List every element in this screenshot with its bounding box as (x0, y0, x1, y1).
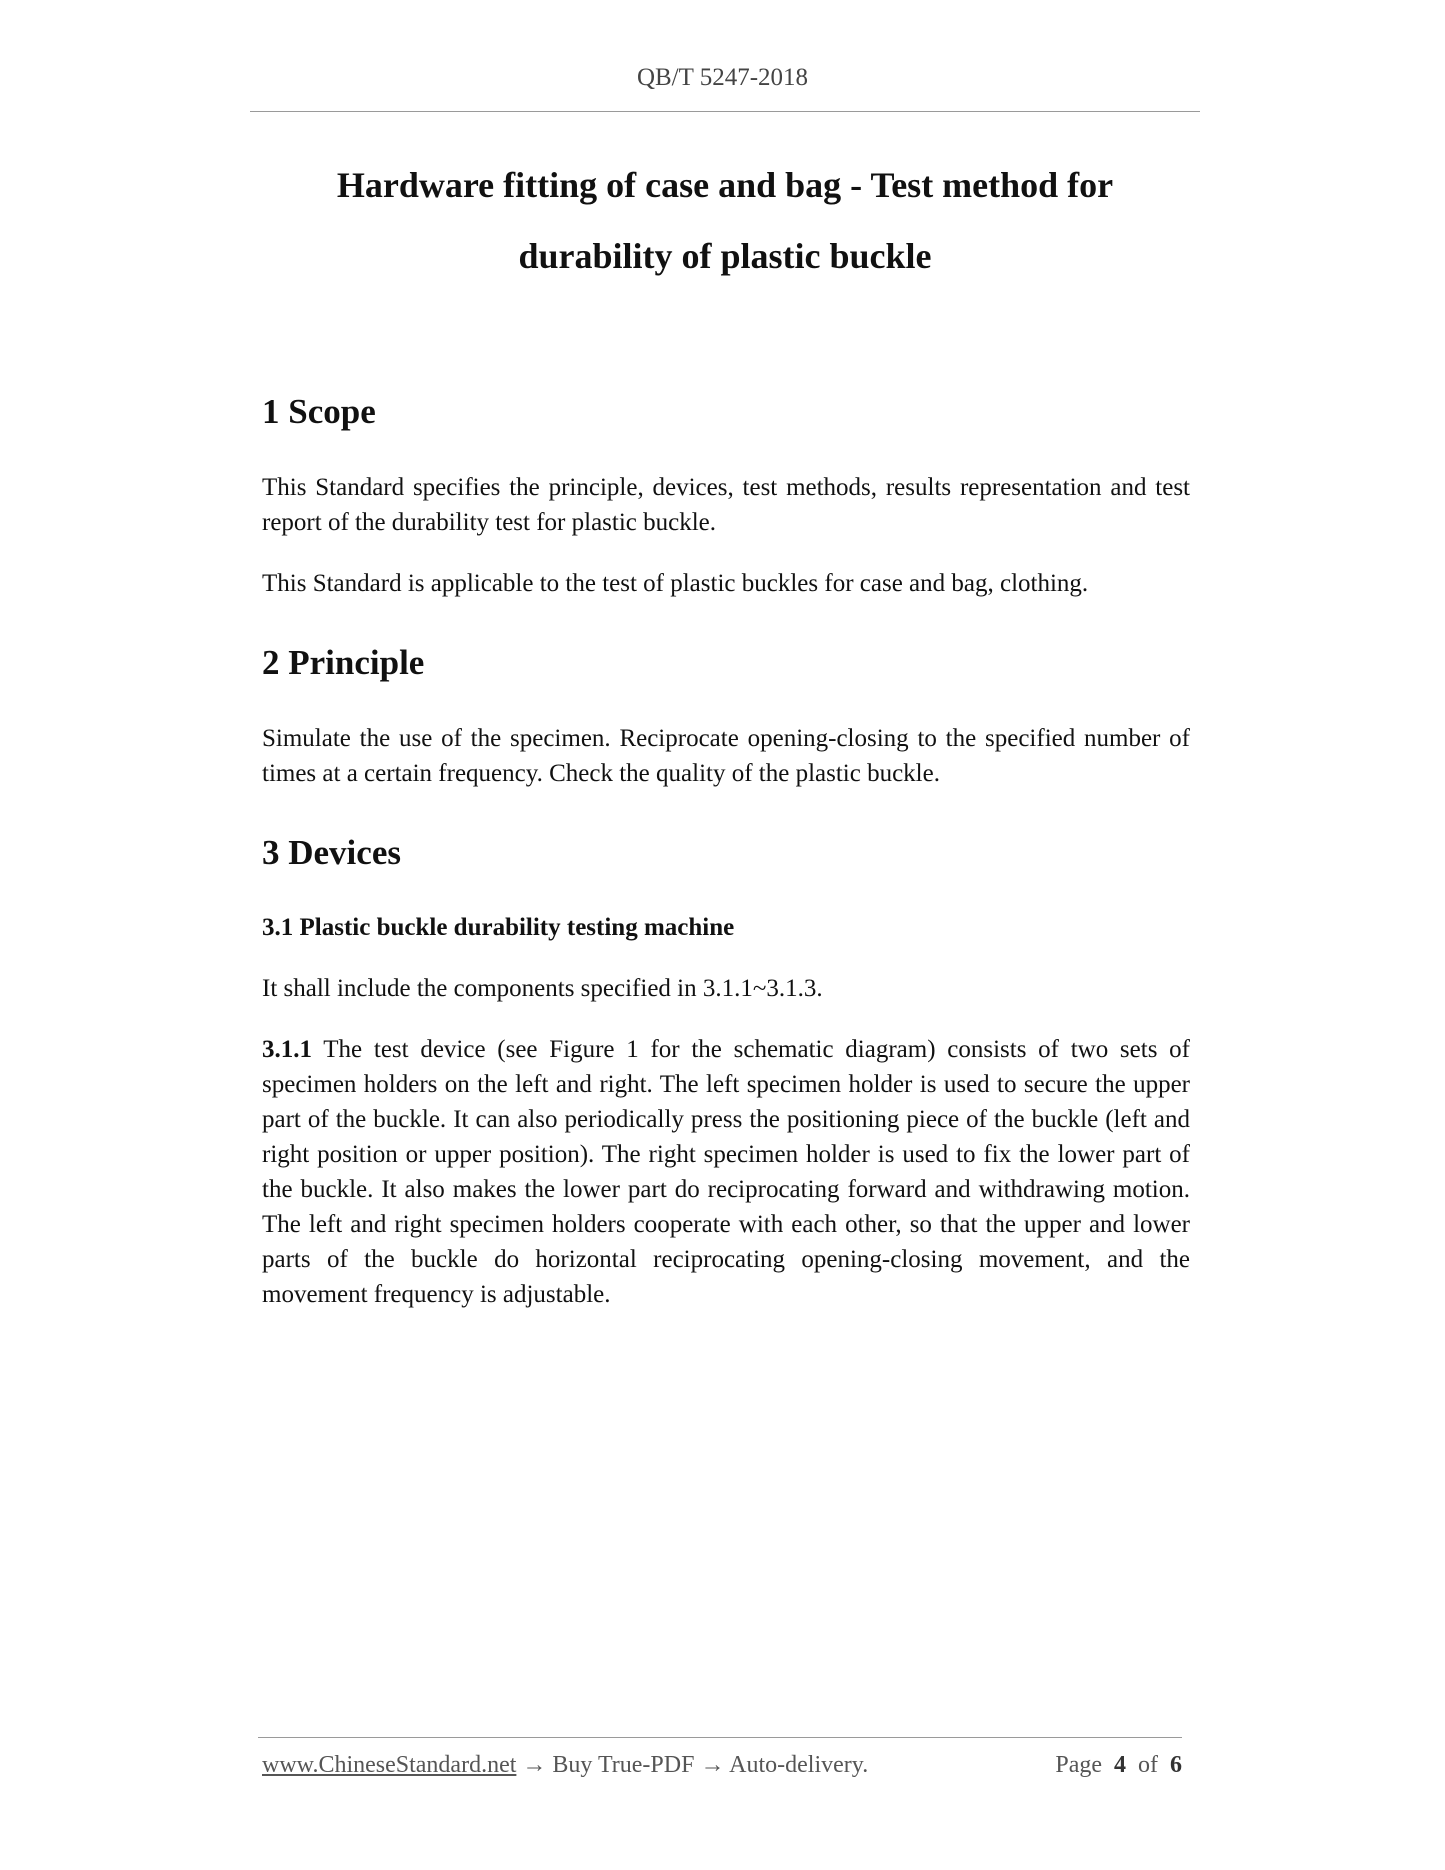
document-code: QB/T 5247-2018 (636, 64, 809, 91)
section-heading-principle: 2 Principle (262, 643, 425, 682)
title-line-2: durability of plastic buckle (518, 236, 932, 276)
title-line-1: Hardware fitting of case and bag - Test method for (336, 165, 1114, 205)
page-number (1055, 1752, 1182, 1779)
clause-number: 3.1.1 (262, 1036, 312, 1063)
section-heading-scope: 1 Scope (262, 392, 376, 431)
page-label: Page (1055, 1752, 1102, 1778)
devices-paragraph-1: It shall include the components specified in 3.1.1~3.1.3. (262, 975, 823, 1002)
page-current: 4 (1114, 1752, 1126, 1778)
clause-text: The test device (see Figure 1 for the schematic diagram) consists of two sets of specimen holders on the left and right. The left specimen holder is used to secure the upper part of the buckle. It can also periodically press the positioning piece of the buckle (left and right position or upper position). The right specimen holder is used to fix the lower part of the buckle. It also makes the lower part do reciprocating forward and withdrawing motion. The left and right specimen holders cooperate with each other, so that the upper and lower parts of the buckle do horizontal reciprocating opening-closing movement, and the movement frequency is adjustable. (262, 1036, 1190, 1308)
footer-divider (258, 1737, 1182, 1738)
scope-paragraph-1: This Standard specifies the principle, devices, test methods, results representation and test report of the durability test for plastic buckle. (262, 474, 1190, 536)
subsection-heading-3-1: 3.1 Plastic buckle durability testing machine (262, 914, 735, 941)
clause-3-1-1 (262, 1032, 1190, 1312)
document-body (262, 388, 1190, 1338)
scope-paragraph-2: This Standard is applicable to the test of plastic buckles for case and bag, clothing. (262, 570, 1089, 597)
footer-links (262, 1752, 868, 1779)
page-total: 6 (1170, 1752, 1182, 1778)
document-title (230, 150, 1220, 292)
of-label: of (1138, 1752, 1158, 1778)
auto-delivery-text: Auto-delivery. (729, 1752, 869, 1778)
site-link[interactable]: www.ChineseStandard.net (262, 1752, 517, 1778)
arrow-right-icon: → (522, 1752, 547, 1778)
buy-pdf-text: Buy True-PDF (552, 1752, 695, 1778)
header-divider (250, 111, 1200, 112)
arrow-right-icon: → (700, 1752, 725, 1778)
principle-paragraph-1: Simulate the use of the specimen. Reciprocate opening-closing to the specified number of times at a certain frequency. Check the quality of the plastic buckle. (262, 725, 1190, 787)
section-heading-devices: 3 Devices (262, 833, 401, 872)
